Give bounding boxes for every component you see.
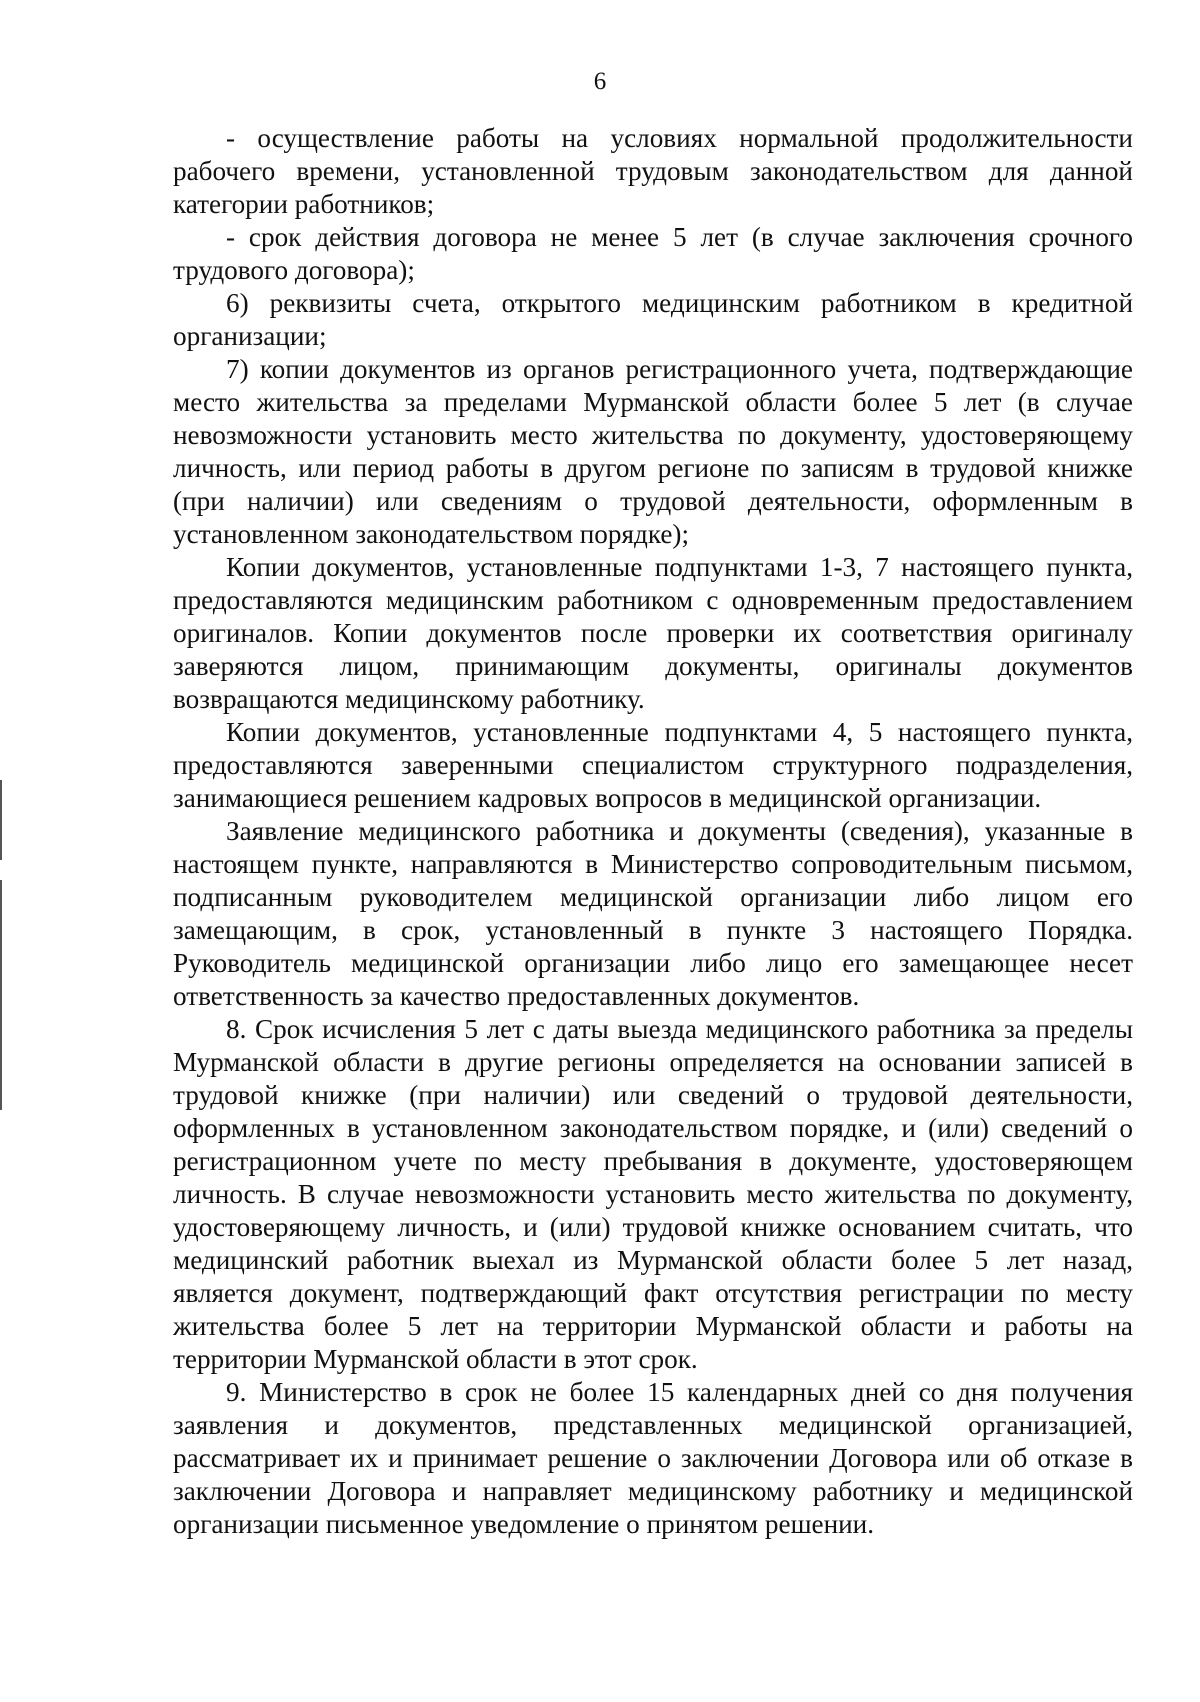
paragraph-item-7: 7) копии документов из органов регистрационного учета, подтверждающие место жительства за пределами Мурманской области более 5 лет (в случае невозможности установить место жительства по документу, удостоверяющему личность, или период работы в другом регионе по записям в трудовой книжке (при наличии) или сведениям о трудовой деятельности, оформленным в установленном законодательством порядке);	[173, 354, 1133, 549]
paragraph-item-8: 8. Срок исчисления 5 лет с даты выезда медицинского работника за пределы Мурманской области в другие регионы определяется на основании записей в трудовой книжке (при наличии) или сведений о трудовой деятельности, оформленных в установленном законодательством порядке, и (или) сведений о регистрационном учете по месту пребывания в документе, удостоверяющем личность. В случае невозможности установить место жительства по документу, удостоверяющему личность, и (или) трудовой книжке основанием считать, что медицинский работник выехал из Мурманской области более 5 лет назад, является документ, подтверждающий факт отсутствия регистрации по месту жительства более 5 лет на территории Мурманской области и работы на территории Мурманской области в этот срок.	[173, 1014, 1133, 1374]
paragraph-application: Заявление медицинского работника и документы (сведения), указанные в настоящем пункте, направляются в Министерство сопроводительным письмом, подписанным руководителем медицинской организации либо лицом его замещающим, в срок, установленный в пункте 3 настоящего Порядка. Руководитель медицинской организации либо лицо его замещающее несет ответственность за качество предоставленных документов.	[173, 816, 1133, 1011]
paragraph-copies-originals: Копии документов, установленные подпунктами 1-3, 7 настоящего пункта, предоставляются медицинским работником с одновременным предоставлением оригиналов. Копии документов после проверки их соответствия оригиналу заверяются лицом, принимающим документы, оригиналы документов возвращаются медицинскому работнику.	[173, 552, 1133, 714]
paragraph-item-9: 9. Министерство в срок не более 15 календарных дней со дня получения заявления и документов, представленных медицинской организацией, рассматривает их и принимает решение о заключении Договора или об отказе в заключении Договора и направляет медицинскому работнику и медицинской организации письменное уведомление о принятом решении.	[173, 1377, 1133, 1539]
paragraph-working-hours: - осуществление работы на условиях нормальной продолжительности рабочего времени, установленной трудовым законодательством для данной категории работников;	[173, 123, 1133, 219]
page-number: 6	[593, 68, 607, 95]
paragraph-item-6: 6) реквизиты счета, открытого медицинским работником в кредитной организации;	[173, 288, 1133, 351]
scan-edge-mark	[0, 880, 2, 1110]
document-body	[173, 122, 1133, 1541]
paragraph-copies-certified: Копии документов, установленные подпунктами 4, 5 настоящего пункта, предоставляются заверенными специалистом структурного подразделения, занимающиеся решением кадровых вопросов в медицинской организации.	[173, 717, 1133, 813]
paragraph-contract-term: - срок действия договора не менее 5 лет (в случае заключения срочного трудового договора);	[173, 222, 1133, 285]
scan-edge-mark	[0, 780, 2, 860]
